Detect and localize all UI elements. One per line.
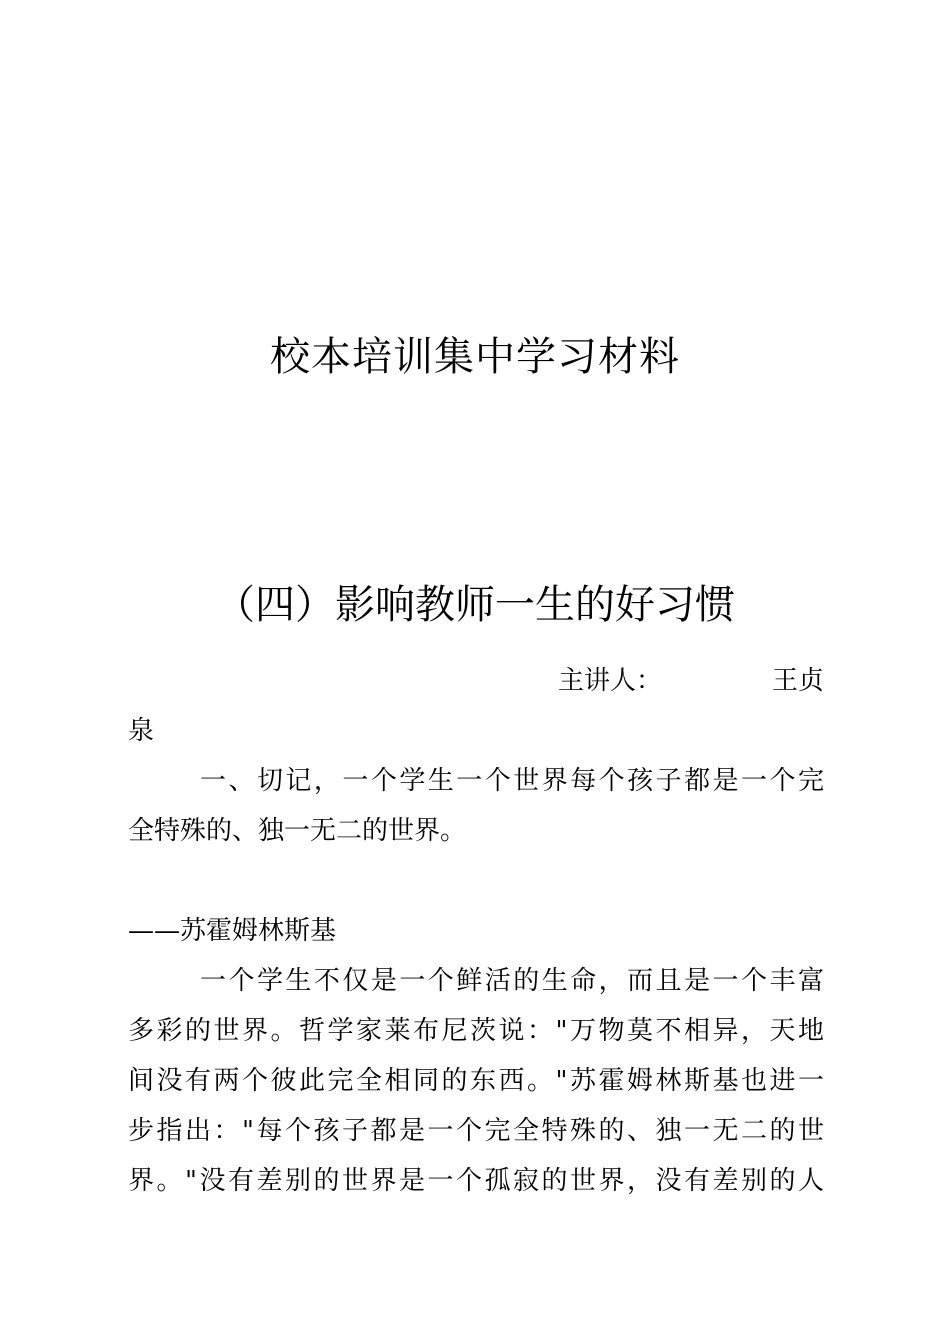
attribution: ——苏霍姆林斯基 bbox=[128, 916, 337, 946]
speaker-line bbox=[128, 656, 824, 706]
paragraph1-line2: 全特殊的、独一无二的世界。 bbox=[128, 816, 467, 846]
paragraph2-line5: 界。"没有差别的世界是一个孤寂的世界，没有差别的人 bbox=[128, 1166, 824, 1196]
speaker-name-part1: 王贞 bbox=[771, 666, 824, 696]
paragraph2-line4: 步指出："每个孩子都是一个完全特殊的、独一无二的世 bbox=[128, 1116, 824, 1146]
paragraph2-line2: 多彩的世界。哲学家莱布尼茨说："万物莫不相异，天地 bbox=[128, 1016, 824, 1046]
paragraph2-line1: 一个学生不仅是一个鲜活的生命，而且是一个丰富 bbox=[200, 966, 824, 996]
document-body bbox=[128, 656, 824, 1206]
blank-line bbox=[128, 856, 824, 906]
paragraph2-line3: 间没有两个彼此完全相同的东西。"苏霍姆林斯基也进一 bbox=[128, 1066, 824, 1096]
section-title: （四）影响教师一生的好习惯 bbox=[215, 582, 735, 628]
main-title: 校本培训集中学习材料 bbox=[270, 334, 680, 380]
paragraph1-line1: 一、切记，一个学生一个世界每个孩子都是一个完 bbox=[200, 766, 824, 796]
speaker-label: 主讲人： bbox=[558, 666, 663, 696]
speaker-name-part2: 泉 bbox=[128, 716, 155, 746]
